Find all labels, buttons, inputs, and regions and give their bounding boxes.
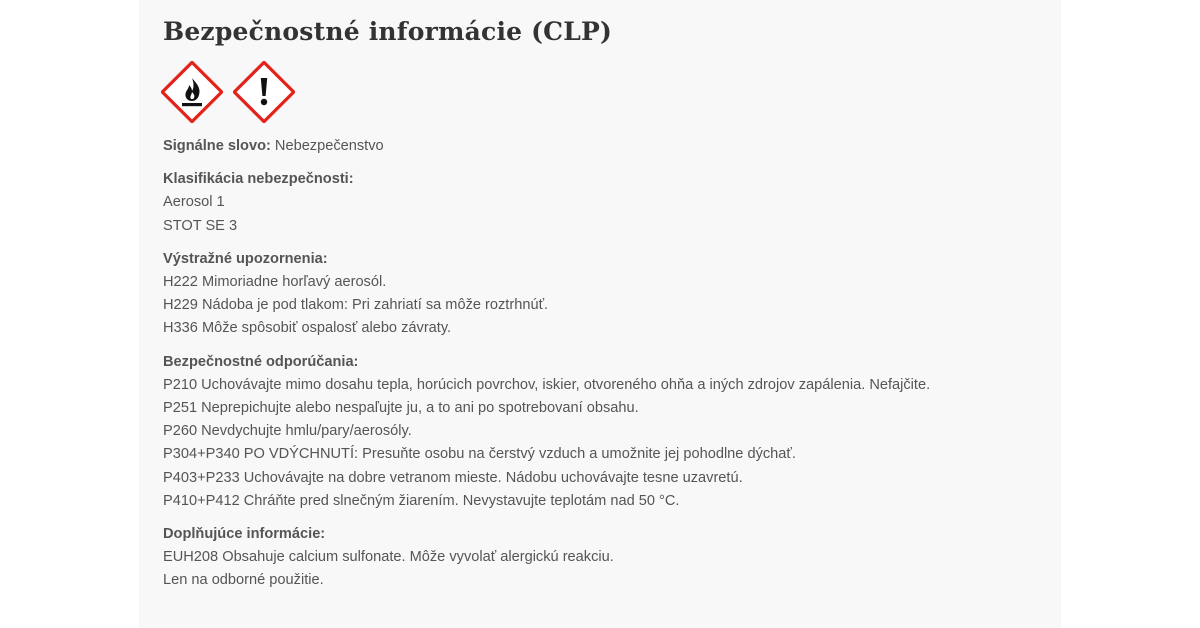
hazard-statements-label: Výstražné upozornenia: xyxy=(163,250,328,267)
precautionary-statement: P410+P412 Chráňte pred slnečným žiarením. Nevystavujte teplotám nad 50 °C. xyxy=(163,492,680,509)
precautionary-statement: P210 Uchovávajte mimo dosahu tepla, horúcich povrchov, iskier, otvoreného ohňa a iných zdrojov zapálenia. Nefajčite. xyxy=(163,376,931,393)
precautionary-statements-label: Bezpečnostné odporúčania: xyxy=(163,353,359,370)
precautionary-statement: P304+P340 PO VDÝCHNUTÍ: Presuňte osobu na čerstvý vzduch a umožnite jej pohodlne dýchať. xyxy=(163,446,796,463)
page-title: Bezpečnostné informácie (CLP) xyxy=(163,17,613,46)
classification-section xyxy=(163,168,1043,238)
hazard-statement: H229 Nádoba je pod tlakom: Pri zahriatí sa môže roztrhnúť. xyxy=(163,297,549,314)
supplemental-info-label: Doplňujúce informácie: xyxy=(163,526,326,543)
precautionary-statements-section xyxy=(163,351,1043,513)
classification-line: STOT SE 3 xyxy=(163,217,238,234)
flame-pictogram-icon xyxy=(161,61,223,125)
precautionary-statement: P251 Neprepichujte alebo nespaľujte ju, a to ani po spotrebovaní obsahu. xyxy=(163,400,639,417)
signal-word-section xyxy=(163,135,1043,158)
supplemental-info-line: EUH208 Obsahuje calcium sulfonate. Môže vyvolať alergickú reakciu. xyxy=(163,549,614,566)
classification-label: Klasifikácia nebezpečnosti: xyxy=(163,171,354,188)
supplemental-info-line: Len na odborné použitie. xyxy=(163,572,324,589)
hazard-statement: H336 Môže spôsobiť ospalosť alebo závraty. xyxy=(163,320,452,337)
classification-line: Aerosol 1 xyxy=(163,194,225,211)
precautionary-statement: P260 Nevdychujte hmlu/pary/aerosóly. xyxy=(163,423,412,440)
safety-sections xyxy=(163,135,1043,593)
hazard-statements-section xyxy=(163,248,1043,341)
signal-word-value: Nebezpečenstvo xyxy=(274,138,384,154)
safety-info-content xyxy=(163,14,1043,603)
safety-info-panel xyxy=(139,0,1061,628)
hazard-statement: H222 Mimoriadne horľavý aerosól. xyxy=(163,274,387,291)
exclamation-pictogram-icon xyxy=(233,61,295,125)
precautionary-statement: P403+P233 Uchovávajte na dobre vetranom mieste. Nádobu uchovávajte tesne uzavretú. xyxy=(163,469,743,486)
signal-word-label: Signálne slovo: xyxy=(163,138,271,154)
supplemental-info-section xyxy=(163,523,1043,593)
ghs-pictograms xyxy=(161,61,1043,125)
